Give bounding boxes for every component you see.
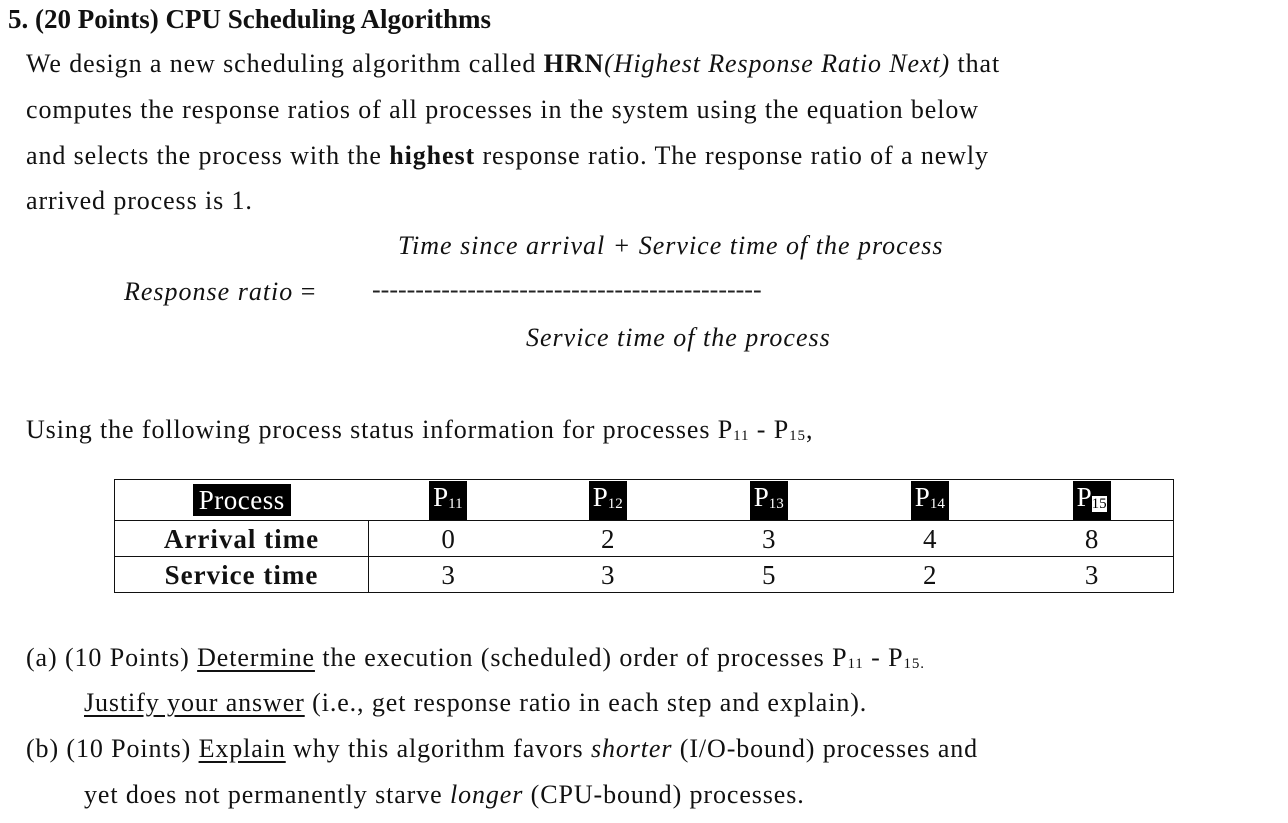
service-time-row [115, 557, 1174, 593]
part-b-line-1: (b) (10 Points) Explain why this algorithm favors shorter (I/O-bound) processes and [26, 734, 979, 763]
formula-denominator: Service time of the process [526, 323, 831, 352]
header-process-label: Process [193, 484, 291, 516]
intro-line-2: computes the response ratios of all processes in the system using the equation below [26, 95, 979, 124]
arrival-time-row [115, 521, 1174, 557]
header-p14: $P_{14}$ [849, 480, 1010, 521]
table-header-row [115, 480, 1174, 521]
table-cell: 3 [688, 521, 849, 557]
process-status-table [114, 479, 1174, 593]
table-cell: 2 [849, 557, 1010, 593]
table-cell: 2 [527, 521, 688, 557]
header-p11: $P_{11}$ [369, 480, 528, 521]
table-intro: Using the following process status information for processes $P_{11} - P_{15}$, [26, 415, 814, 444]
question-title: 5. (20 Points) CPU Scheduling Algorithms [8, 4, 492, 34]
table-cell: 4 [849, 521, 1010, 557]
header-p15: $P_{15}$ [1010, 480, 1173, 521]
table-cell: 0 [369, 521, 528, 557]
table-cell: 3 [527, 557, 688, 593]
intro-line-3: and selects the process with the highest response ratio. The response ratio of a newly [26, 141, 989, 170]
table-cell: 3 [1010, 557, 1173, 593]
table-cell: 5 [688, 557, 849, 593]
header-p13: $P_{13}$ [688, 480, 849, 521]
service-time-label: Service time [115, 557, 369, 593]
header-process-cell [115, 480, 369, 521]
intro-line-4: arrived process is 1. [26, 186, 253, 215]
table-cell: 3 [369, 557, 528, 593]
table-cell: 8 [1010, 521, 1173, 557]
header-p12: $P_{12}$ [527, 480, 688, 521]
formula-lhs: Response ratio = [124, 277, 317, 306]
part-b-line-2: yet does not permanently starve longer (CPU-bound) processes. [84, 780, 805, 809]
part-a-line-2: Justify your answer (i.e., get response ratio in each step and explain). [84, 688, 868, 717]
formula-divider: --------------------------------------------- [372, 275, 762, 304]
intro-line-1: We design a new scheduling algorithm called HRN(Highest Response Ratio Next) that [26, 49, 1001, 78]
arrival-time-label: Arrival time [115, 521, 369, 557]
formula-numerator: Time since arrival + Service time of the process [398, 231, 944, 260]
part-a-line-1: (a) (10 Points) Determine the execution (scheduled) order of processes $P_{11} - P_{15.}$ [26, 643, 925, 672]
